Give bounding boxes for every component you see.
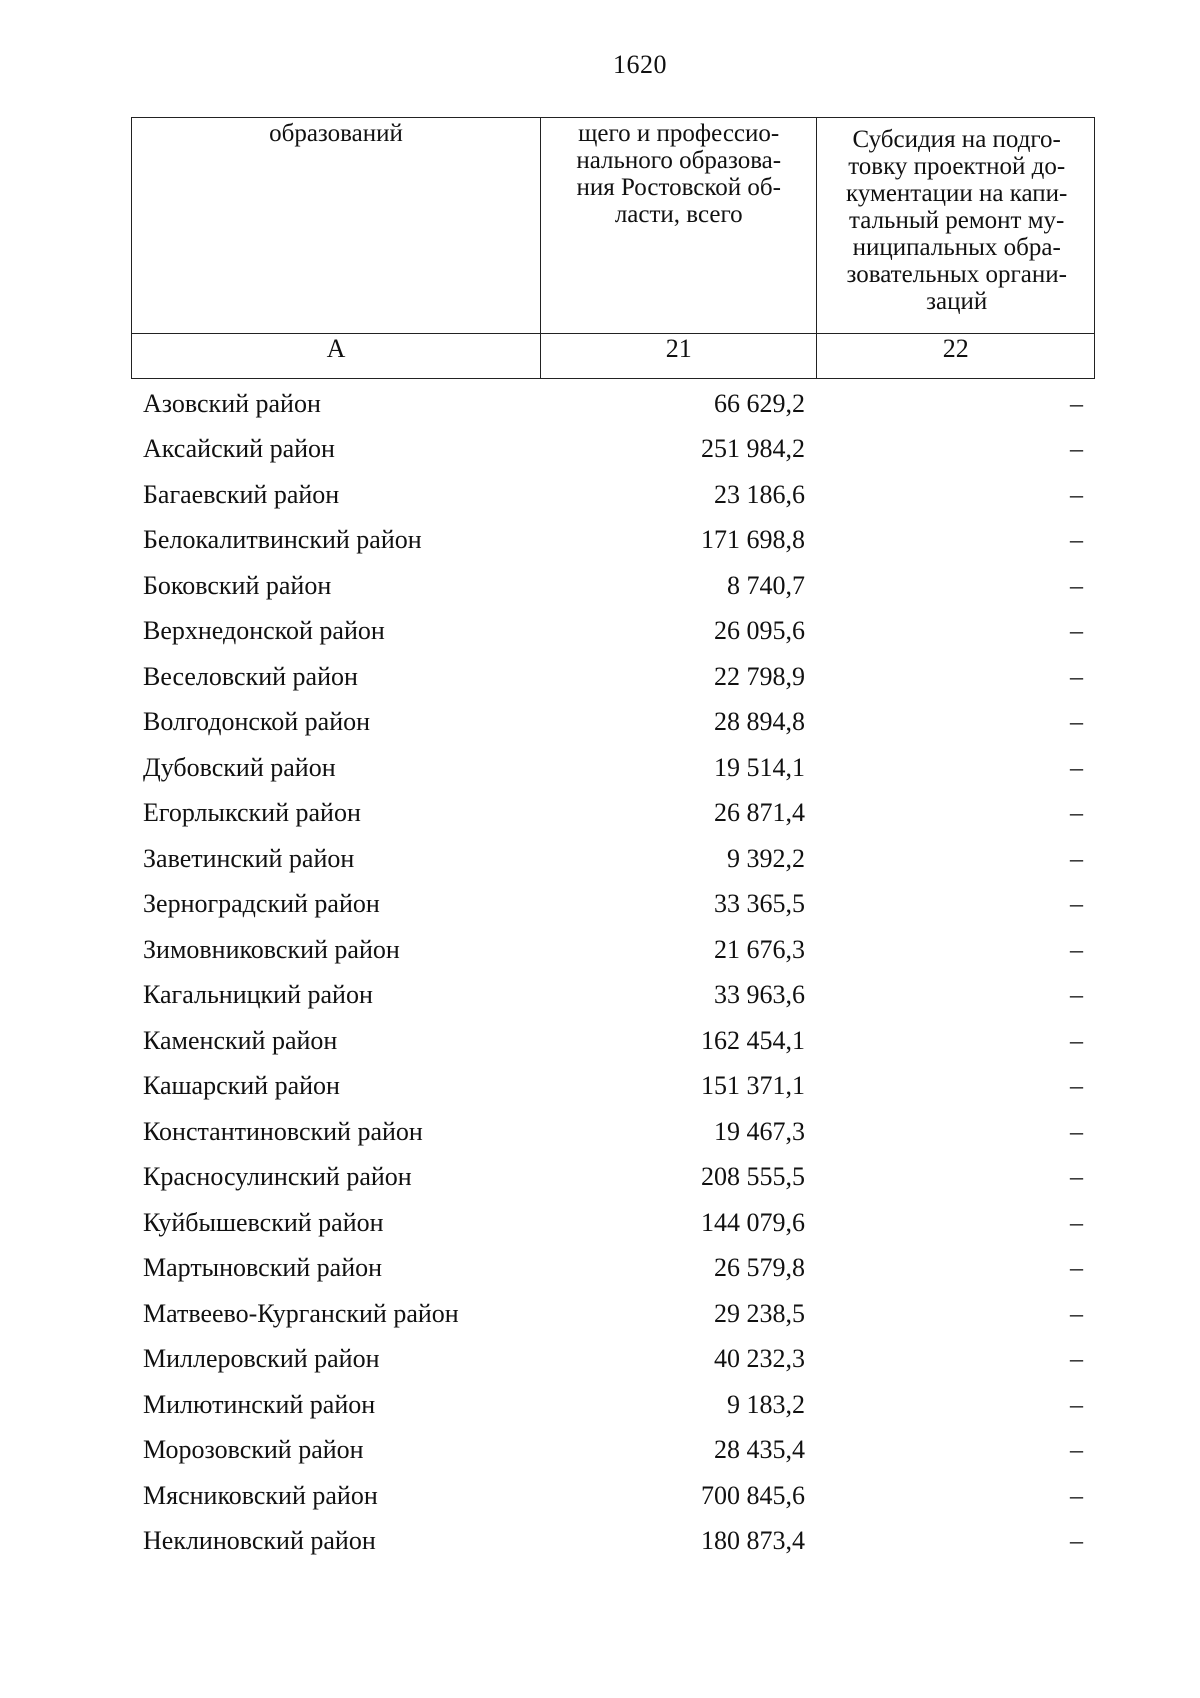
column-number-a: А (132, 334, 541, 379)
total-value: 29 238,5 (714, 1298, 805, 1328)
table-row (131, 381, 1095, 427)
subsidy-value: – (1070, 525, 1083, 555)
table-row (131, 654, 1095, 700)
total-value: 9 392,2 (727, 843, 805, 873)
district-name: Дубовский район (143, 752, 336, 782)
table-row (131, 472, 1095, 518)
subsidy-value: – (1070, 1071, 1083, 1101)
table-row (131, 1291, 1095, 1337)
subsidy-value: – (1070, 934, 1083, 964)
total-value: 21 676,3 (714, 934, 805, 964)
table-row (131, 700, 1095, 746)
subsidy-value: – (1070, 479, 1083, 509)
table-row (131, 1337, 1095, 1383)
header-21-text: щего и профессио- нального образова- ния Ростовской об- ласти, всего (576, 120, 782, 228)
district-name: Морозовский район (143, 1435, 364, 1465)
subsidy-value: – (1070, 1480, 1083, 1510)
total-value: 40 232,3 (714, 1344, 805, 1374)
table-row (131, 427, 1095, 473)
header-22-text: Субсидия на подго- товку проектной до- кументации на капи- тальный ремонт му- ниципальных обра- зовательных органи- заций (846, 126, 1068, 315)
total-value: 23 186,6 (714, 479, 805, 509)
table-row (131, 1155, 1095, 1201)
subsidy-value: – (1070, 1207, 1083, 1237)
header-row (132, 118, 1095, 334)
subsidy-value: – (1070, 752, 1083, 782)
header-cell-22 (817, 118, 1095, 334)
total-value: 151 371,1 (701, 1071, 805, 1101)
total-value: 171 698,8 (701, 525, 805, 555)
district-name: Каменский район (143, 1025, 338, 1055)
district-name: Кагальницкий район (143, 980, 373, 1010)
table-row (131, 836, 1095, 882)
column-number-21: 21 (540, 334, 816, 379)
table-row (131, 882, 1095, 928)
subsidy-value: – (1070, 661, 1083, 691)
header-cell-a (132, 118, 541, 334)
total-value: 9 183,2 (727, 1389, 805, 1419)
district-name: Красносулинский район (143, 1162, 412, 1192)
subsidy-value: – (1070, 1526, 1083, 1556)
subsidy-value: – (1070, 1344, 1083, 1374)
subsidy-value: – (1070, 889, 1083, 919)
total-value: 700 845,6 (701, 1480, 805, 1510)
total-value: 26 095,6 (714, 616, 805, 646)
total-value: 8 740,7 (727, 570, 805, 600)
subsidy-value: – (1070, 1435, 1083, 1465)
district-name: Зимовниковский район (143, 934, 400, 964)
total-value: 208 555,5 (701, 1162, 805, 1192)
district-name: Заветинский район (143, 843, 355, 873)
table-row (131, 745, 1095, 791)
subsidy-value: – (1070, 1253, 1083, 1283)
subsidy-value: – (1070, 980, 1083, 1010)
district-name: Неклиновский район (143, 1526, 376, 1556)
district-name: Константиновский район (143, 1116, 423, 1146)
total-value: 28 435,4 (714, 1435, 805, 1465)
total-value: 33 963,6 (714, 980, 805, 1010)
district-name: Боковский район (143, 570, 332, 600)
table-row (131, 791, 1095, 837)
subsidy-value: – (1070, 843, 1083, 873)
table-row (131, 1064, 1095, 1110)
subsidy-value: – (1070, 1389, 1083, 1419)
subsidy-value: – (1070, 1162, 1083, 1192)
subsidy-value: – (1070, 616, 1083, 646)
table-row (131, 518, 1095, 564)
district-name: Веселовский район (143, 661, 358, 691)
total-value: 26 579,8 (714, 1253, 805, 1283)
total-value: 26 871,4 (714, 798, 805, 828)
district-name: Мартыновский район (143, 1253, 383, 1283)
header-a-text: образований (269, 120, 403, 147)
district-name: Зерноградский район (143, 889, 380, 919)
total-value: 144 079,6 (701, 1207, 805, 1237)
table-header (131, 117, 1095, 379)
page-number: 1620 (613, 50, 667, 79)
table-row (131, 1246, 1095, 1292)
total-value: 33 365,5 (714, 889, 805, 919)
total-value: 28 894,8 (714, 707, 805, 737)
table-row (131, 927, 1095, 973)
total-value: 162 454,1 (701, 1025, 805, 1055)
total-value: 19 467,3 (714, 1116, 805, 1146)
table-row (131, 1519, 1095, 1565)
district-name: Мясниковский район (143, 1480, 378, 1510)
subsidy-value: – (1070, 1298, 1083, 1328)
table-row (131, 1428, 1095, 1474)
district-name: Азовский район (143, 388, 321, 418)
table-body (131, 381, 1095, 1564)
district-name: Аксайский район (143, 434, 335, 464)
subsidy-value: – (1070, 1116, 1083, 1146)
district-name: Верхнедонской район (143, 616, 385, 646)
table-row (131, 1200, 1095, 1246)
subsidy-value: – (1070, 1025, 1083, 1055)
district-name: Миллеровский район (143, 1344, 380, 1374)
column-number-22: 22 (817, 334, 1095, 379)
subsidy-value: – (1070, 388, 1083, 418)
table-row (131, 1109, 1095, 1155)
district-name: Матвеево-Курганский район (143, 1298, 459, 1328)
total-value: 19 514,1 (714, 752, 805, 782)
total-value: 66 629,2 (714, 388, 805, 418)
table-row (131, 563, 1095, 609)
column-number-row (132, 334, 1095, 379)
subsidy-value: – (1070, 707, 1083, 737)
district-name: Багаевский район (143, 479, 340, 509)
header-cell-21 (540, 118, 816, 334)
subsidy-value: – (1070, 798, 1083, 828)
table-row (131, 1473, 1095, 1519)
total-value: 180 873,4 (701, 1526, 805, 1556)
table-row (131, 1382, 1095, 1428)
district-name: Волгодонской район (143, 707, 371, 737)
district-name: Куйбышевский район (143, 1207, 384, 1237)
district-name: Кашарский район (143, 1071, 340, 1101)
district-name: Егорлыкский район (143, 798, 361, 828)
table-row (131, 1018, 1095, 1064)
total-value: 22 798,9 (714, 661, 805, 691)
subsidy-value: – (1070, 570, 1083, 600)
subsidy-value: – (1070, 434, 1083, 464)
total-value: 251 984,2 (701, 434, 805, 464)
district-name: Белокалитвинский район (143, 525, 422, 555)
table-row (131, 609, 1095, 655)
table-row (131, 973, 1095, 1019)
district-name: Милютинский район (143, 1389, 376, 1419)
